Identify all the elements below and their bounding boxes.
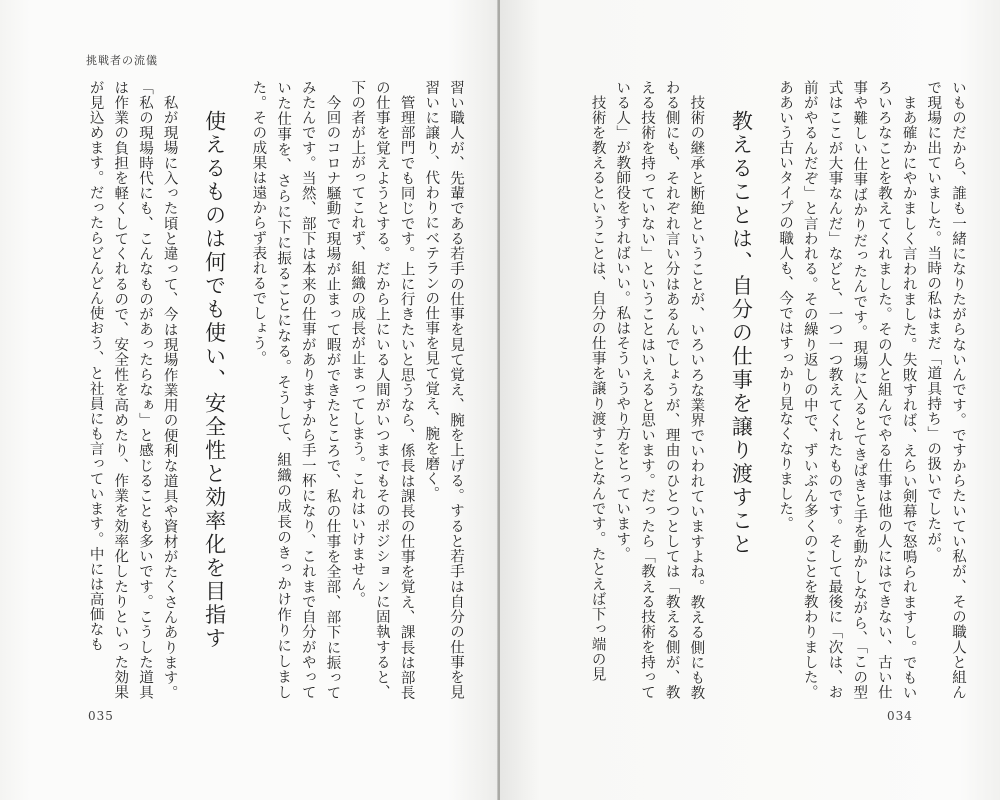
right-section-heading: 教えることは、自分の仕事を譲り渡すこと [729, 110, 754, 557]
left-section-heading: 使えるものは何でも使い、安全性と効率化を目指す [202, 110, 227, 651]
right-vertical-text [585, 80, 970, 700]
page-number-right: 034 [887, 709, 913, 723]
left-text-column [60, 80, 468, 700]
left-paragraph-1: 習い職人が、先輩である若手の仕事を見て覚え、腕を上げる。すると若手は自分の仕事を見習いに譲り、代わりにベテランの仕事を見て覚え、腕を磨く。 [423, 80, 464, 700]
running-head: 挑戦者の流儀 [86, 54, 158, 67]
left-paragraph-4: 私が現場に入った頃と違って、今は現場作業用の便利な道具や資材がたくさんあります。「私の現場時代にも、こんなものがあったらなぁ」と感じることも多いです。こうした道具は作業の負担を軽くしてくれるので、安全性を高めたり、作業を効率化したりといった効果が見込めます。だったらどんどん使おう、と社員にも言っています。中には高価なも [87, 80, 178, 700]
right-paragraph-3: 技術の継承と断絶ということが、いろいろな業界でいわれていますよね。教える側にも教わる側にも、それぞれ言い分はあるんでしょうが、理由のひとつとしては「教える側が、教える技術を持っていない」ということはいえると思います。だったら「教える技術を持っている人」が教師役をすればいい。私はそういうやり方をとっています。 [614, 80, 705, 700]
left-page [0, 0, 498, 800]
right-text-column [540, 80, 970, 700]
left-paragraph-2: 管理部門でも同じです。上に行きたいと思うなら、係長は課長の仕事を覚え、課長は部長の仕事を覚えようとする。だから上にいる人間がいつまでもそのポジションに固執すると、下の者が上がってこれず、組織の成長が止まってしまう。これはいけません。 [349, 80, 415, 700]
right-page [500, 0, 1000, 800]
page-number-left: 035 [88, 709, 114, 723]
left-paragraph-3: 今回のコロナ騒動で現場が止まって暇ができたところで、私の仕事を全部、部下に振ってみたんです。当然、部下は本来の仕事がありますから手一杯になり、これまで自分がやっていた仕事を、さらに下に振ることになる。そうして、組織の成長のきっかけ作りにしました。その成果は遠からず表れるでしょう。 [250, 80, 341, 700]
right-paragraph-4: 技術を教えるということは、自分の仕事を譲り渡すことなんです。たとえば下っ端の見 [589, 94, 606, 682]
left-vertical-text [83, 80, 468, 700]
right-paragraph-2: まあ確かにやかましく言われました。失敗すれば、えらい剣幕で怒鳴られますし。でもいろいろなことを教えてくれました。その人と組んでやる仕事は他の人にはできない、古い仕事や難しい仕事ばかりだったんです。現場に入るとてきぱきと手を動かしながら、「この型式はここが大事なんだ」などと、一つ一つ教えてくれたものです。そして最後に「次は、お前がやるんだぞ」と言われる。その繰り返しの中で、ずいぶん多くのことを教わりました。ああいう古いタイプの職人も、今ではすっかり見なくなりました。 [777, 80, 917, 700]
right-paragraph-1: いものだから、誰も一緒になりたがらないんです。ですからたいてい私が、その職人と組んで現場に出ていました。当時の私はまだ「道具持ち」の扱いでしたが。 [925, 80, 966, 700]
